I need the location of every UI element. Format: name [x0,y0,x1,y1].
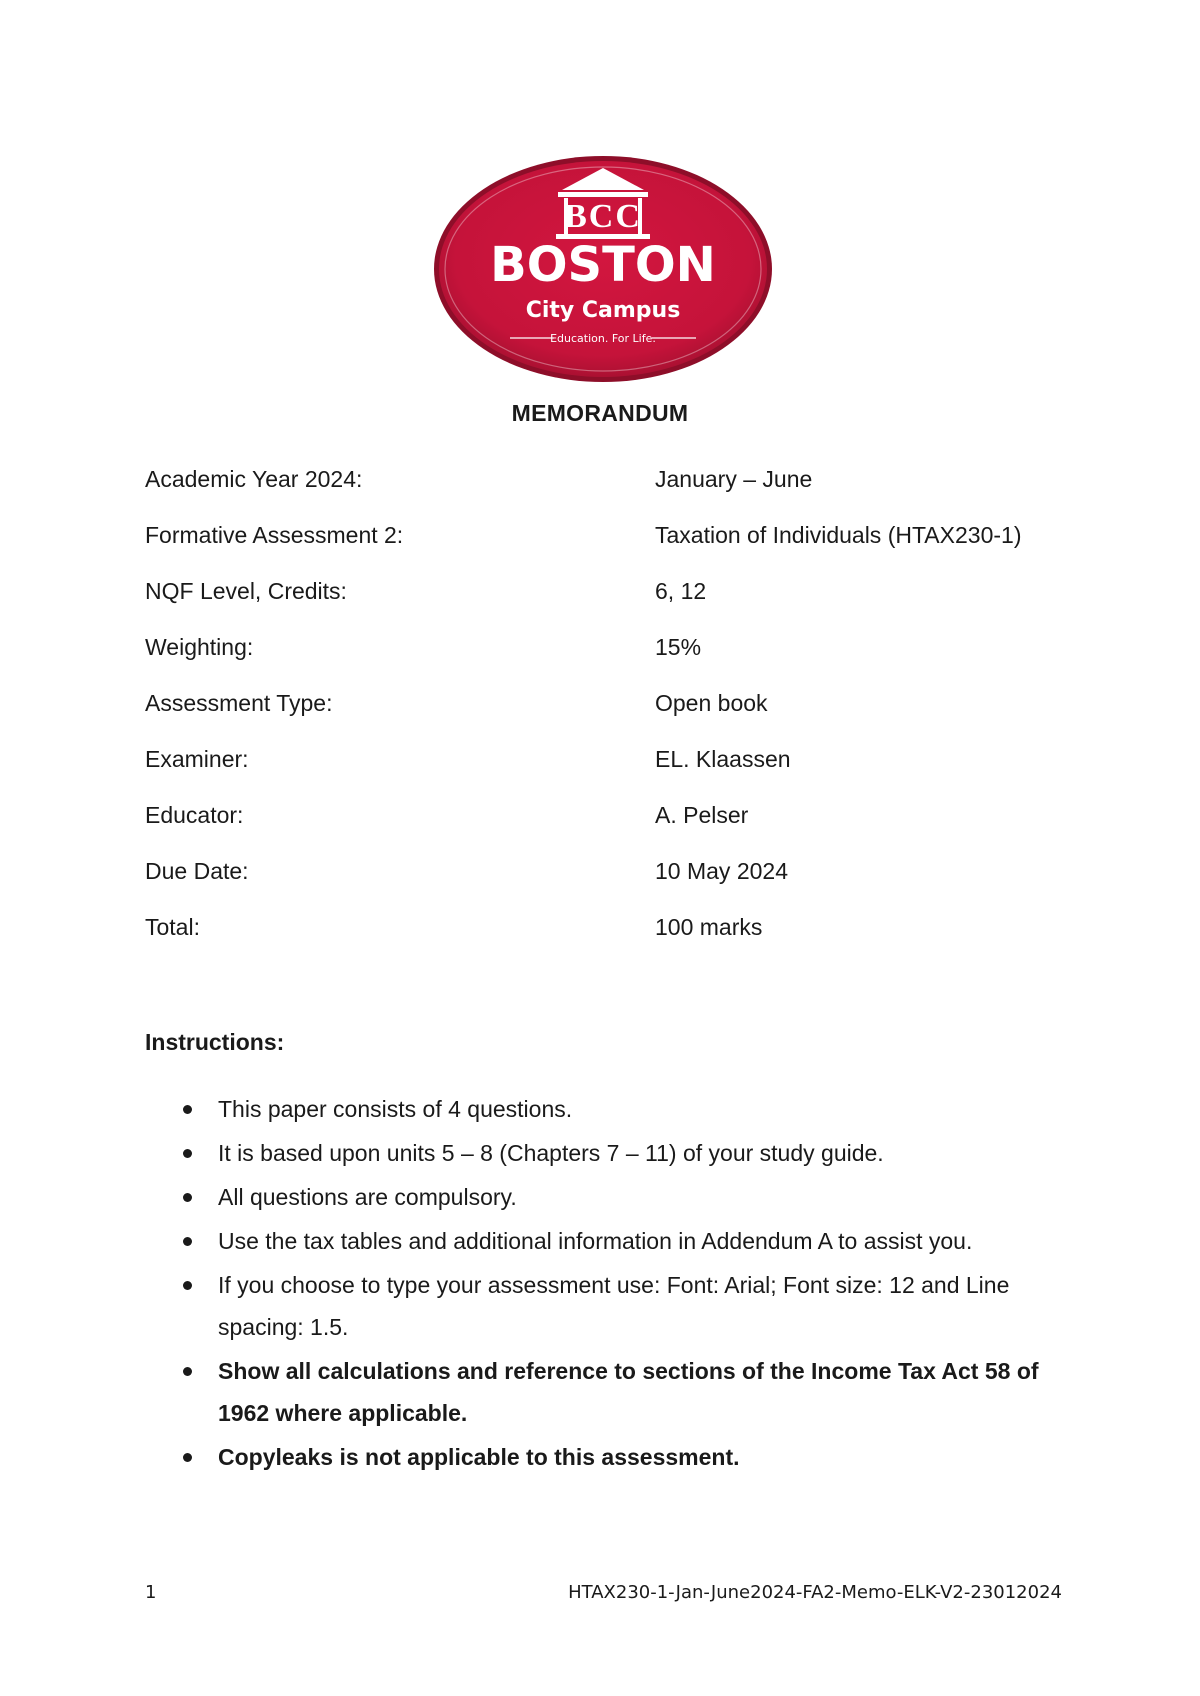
info-label: Assessment Type: [145,690,333,716]
instruction-text: Copyleaks is not applicable to this assessment. [218,1444,740,1470]
info-row-academic-year [145,466,1075,522]
bullet-icon [183,1453,192,1462]
info-value: January – June [655,466,813,492]
info-label: Educator: [145,802,244,828]
instruction-text: This paper consists of 4 questions. [218,1096,573,1122]
info-row-due-date [145,858,1075,914]
info-label: Examiner: [145,746,249,772]
logo-monogram: BCC [564,198,642,235]
instruction-text: Use the tax tables and additional information in Addendum A to assist you. [218,1228,973,1254]
info-value: A. Pelser [655,802,749,828]
document-title: MEMORANDUM [511,400,689,426]
assessment-info-table [145,466,1075,970]
info-value: 6, 12 [655,578,707,604]
bullet-icon [183,1237,192,1246]
bullet-icon [183,1367,192,1376]
logo-graphic [432,154,774,384]
info-label: Weighting: [145,634,254,660]
info-label: Academic Year 2024: [145,466,363,492]
instruction-text: If you choose to type your assessment use: Font: Arial; Font size: 12 and Line spacing: 1.5. [218,1272,1010,1340]
instruction-text: Show all calculations and reference to sections of the Income Tax Act 58 of 1962 where applicable. [218,1358,1039,1426]
instructions-heading: Instructions: [145,1029,285,1055]
bullet-icon [183,1281,192,1290]
info-row-weighting [145,634,1075,690]
instruction-item-bold [145,1436,1075,1478]
bullet-icon [183,1193,192,1202]
instruction-item [145,1088,1075,1130]
info-row-total [145,914,1075,970]
info-value: 10 May 2024 [655,858,788,884]
instructions-list [145,1088,1075,1480]
bullet-icon [183,1105,192,1114]
logo-tagline: Education. For Life. [550,332,656,345]
info-row-nqf-level [145,578,1075,634]
info-row-formative-assessment [145,522,1075,578]
instruction-item-bold [145,1350,1075,1434]
logo-subtitle: City Campus [525,298,681,323]
info-value: 100 marks [655,914,763,940]
instruction-item [145,1132,1075,1174]
instruction-text: It is based upon units 5 – 8 (Chapters 7 – 11) of your study guide. [218,1140,884,1166]
boston-city-campus-logo [432,154,774,384]
logo-name: BOSTON [490,237,716,293]
bullet-icon [183,1149,192,1158]
info-label: NQF Level, Credits: [145,578,347,604]
instruction-item [145,1176,1075,1218]
info-value: Taxation of Individuals (HTAX230-1) [655,522,1022,548]
footer-page-number: 1 [145,1582,157,1603]
info-label: Due Date: [145,858,249,884]
info-value: Open book [655,690,768,716]
info-value: EL. Klaassen [655,746,791,772]
instruction-item [145,1220,1075,1262]
info-row-assessment-type [145,690,1075,746]
info-row-educator [145,802,1075,858]
footer-document-reference: HTAX230-1-Jan-June2024-FA2-Memo-ELK-V2-23012024 [568,1582,1062,1603]
info-label: Formative Assessment 2: [145,522,404,548]
instruction-text: All questions are compulsory. [218,1184,517,1210]
info-row-examiner [145,746,1075,802]
instruction-item [145,1264,1075,1348]
info-value: 15% [655,634,702,660]
info-label: Total: [145,914,200,940]
